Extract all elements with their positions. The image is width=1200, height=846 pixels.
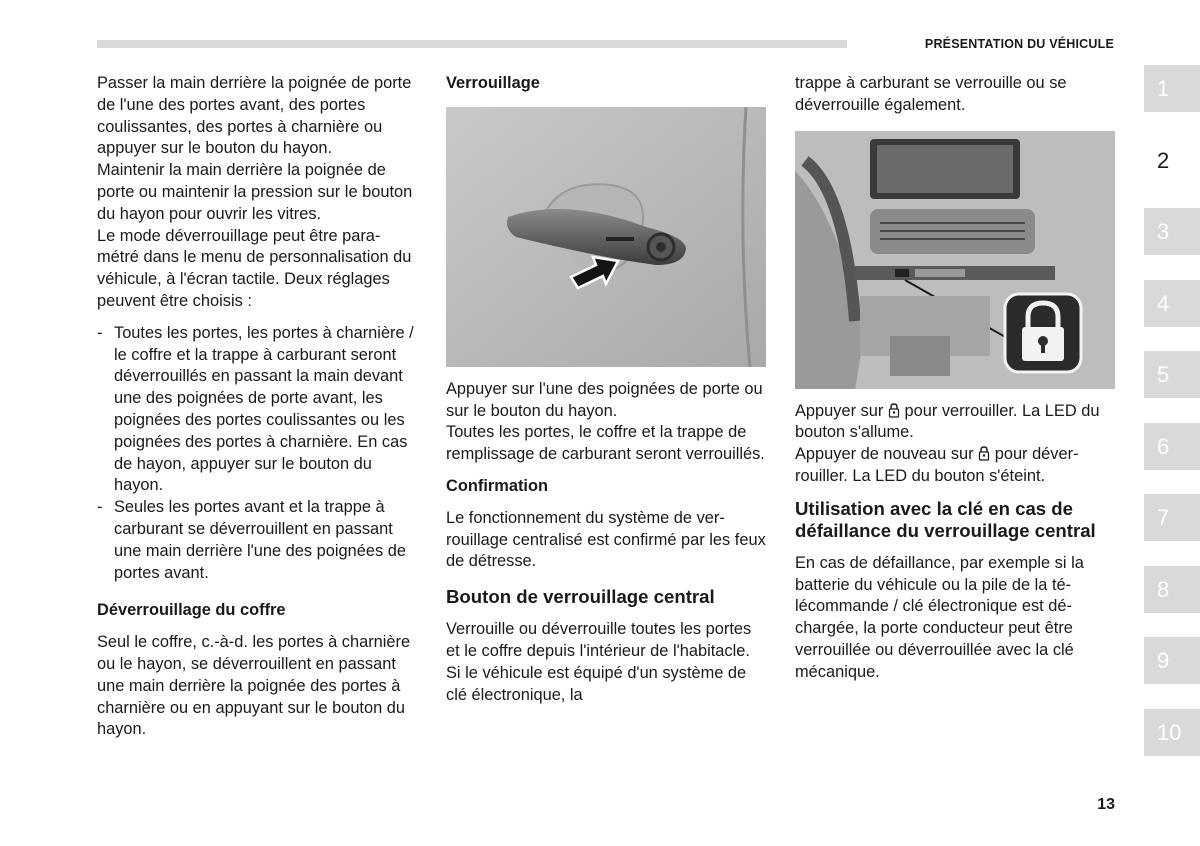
paragraph: Le mode déverrouillage peut être paramétré dans le menu de personnalisation du véhicule, à l'écran tactile. Deux réglages peuvent être choisis : — [97, 226, 412, 310]
chapter-tab-1[interactable]: 1 — [1144, 65, 1200, 112]
chapter-tab-3[interactable]: 3 — [1144, 208, 1200, 255]
paragraph: Appuyer sur l'une des poignées de porte ou sur le bouton du hayon. — [446, 379, 763, 420]
central-lock-button-icon — [795, 131, 1115, 389]
paragraph: Toutes les portes, le coffre et la trappe de remplissage de carburant seront verrouillés. — [446, 423, 765, 464]
chapter-tab-2[interactable]: 2 — [1144, 137, 1200, 184]
text-fragment: Appuyer de nouveau sur — [795, 445, 979, 464]
chapter-tab-8[interactable]: 8 — [1144, 566, 1200, 613]
padlock-icon — [978, 445, 990, 461]
chapter-tab-7[interactable]: 7 — [1144, 494, 1200, 541]
paragraph: En cas de défaillance, par exemple si la batterie du véhicule ou la pile de la télécommande / clé électronique est déchargée, la porte conducteur peut être verrouillée ou déverrouillée avec la clé mécanique. — [795, 553, 1084, 681]
paragraph — [795, 444, 1115, 488]
sub-heading-locking: Verrouillage — [446, 74, 540, 92]
list-item: - Seules les portes avant et la trappe à carburant se déverrouillent en passant une main derrière l'une des poignées de portes avant. — [97, 497, 415, 584]
heading-key-failure: Utilisation avec la clé en cas de défaillance du verrouillage central — [795, 497, 1096, 542]
chapter-tab-4[interactable]: 4 — [1144, 280, 1200, 327]
text-fragment: Appuyer sur — [795, 401, 888, 420]
paragraph: Seul le coffre, c.-à-d. les portes à charnière ou le hayon, se déverrouillent en passant une main derrière la poignée des portes à charnière ou en appuyant sur le bouton du hayon. — [97, 633, 411, 739]
heading-central-lock-button: Bouton de verrouillage central — [446, 586, 715, 608]
paragraph: Le fonctionnement du système de verrouillage centralisé est confirmé par les feux de détresse. — [446, 508, 766, 571]
text-fragment: pour déverrouiller. La LED du bouton s'éteint. — [795, 445, 1079, 485]
paragraph: Verrouille ou déverrouille toutes les portes et le coffre depuis l'intérieur de l'habitacle. Si le véhicule est équipé d'un système de clé électronique, la — [446, 620, 752, 704]
unlock-options-list — [97, 323, 415, 585]
chapter-tab-9[interactable]: 9 — [1144, 637, 1200, 684]
header-rule — [97, 40, 847, 48]
text-fragment: pour verrouiller. La LED du bouton s'allume. — [795, 401, 1100, 442]
paragraph — [795, 401, 1115, 445]
column-2 — [446, 73, 766, 706]
list-item: - Toutes les portes, les portes à charnière / le coffre et la trappe à carburant seront déverrouillés en passant la main devant une des poignées de porte avant, les poignées des portes coulissantes ou les poignées des portes à charnière. En cas de hayon, appuyer sur le bouton du hayon. — [97, 323, 415, 497]
door-handle-arrow-icon — [446, 107, 766, 367]
page-number: 13 — [1097, 796, 1115, 813]
paragraph: trappe à carburant se verrouille ou se déverrouille également. — [795, 74, 1067, 114]
column-3 — [795, 73, 1115, 684]
padlock-icon — [888, 402, 900, 418]
sub-heading-trunk-unlock: Déverrouillage du coffre — [97, 601, 286, 620]
chapter-tab-10[interactable]: 10 — [1144, 709, 1200, 756]
chapter-tab-6[interactable]: 6 — [1144, 423, 1200, 470]
paragraph: Maintenir la main derrière la poignée de porte ou maintenir la pression sur le bouton du hayon pour ouvrir les vitres. — [97, 161, 413, 223]
section-title: PRÉSENTATION DU VÉHICULE — [924, 37, 1114, 51]
column-1 — [97, 73, 415, 741]
paragraph: Passer la main derrière la poignée de porte de l'une des portes avant, des portes coulissantes, des portes à charnière ou appuyer sur le bouton du hayon. — [97, 74, 412, 158]
chapter-tab-5[interactable]: 5 — [1144, 351, 1200, 398]
sub-heading-confirmation: Confirmation — [446, 476, 548, 495]
chapter-tabs — [1144, 65, 1200, 780]
